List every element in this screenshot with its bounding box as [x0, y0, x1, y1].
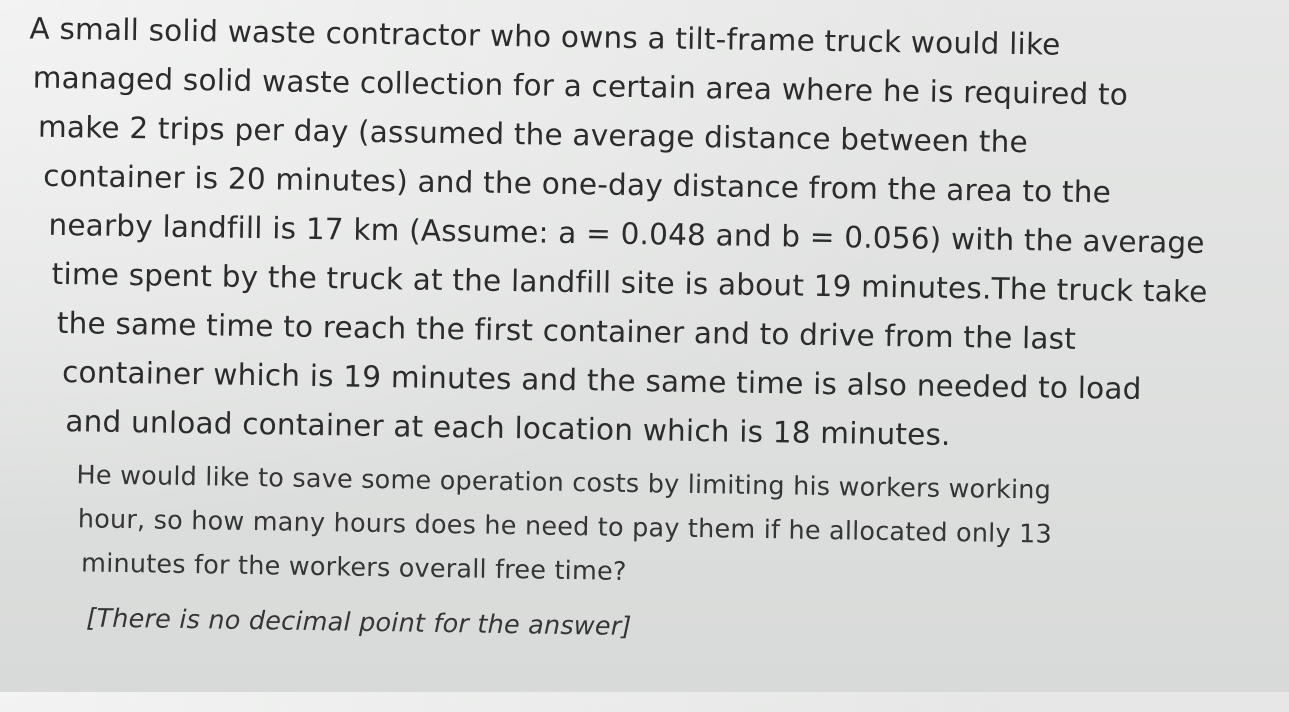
problem-line: time spent by the truck at the landfill site is about 19 minutes.The truck take: [51, 256, 1208, 310]
problem-line: managed solid waste collection for a certain area where he is required to: [32, 60, 1129, 112]
problem-line: A small solid waste contractor who owns a tilt-frame truck would like: [29, 11, 1061, 62]
answer-note-text: [There is no decimal point for the answer]: [86, 603, 632, 642]
problem-line: container is 20 minutes) and the one-day distance from the area to the: [42, 158, 1112, 210]
question-text: [75, 453, 1053, 600]
problem-line: and unload container at each location which is 18 minutes.: [65, 404, 951, 452]
problem-line: make 2 trips per day (assumed the average distance between the: [37, 109, 1029, 160]
problem-statement: [23, 4, 1212, 464]
problem-line: nearby landfill is 17 km (Assume: a = 0.048 and b = 0.056) with the average: [48, 207, 1205, 260]
problem-line: the same time to reach the first container and to drive from the last: [56, 305, 1077, 356]
question-line: He would like to save some operation costs by limiting his workers working: [76, 460, 1052, 506]
answer-note: [86, 596, 632, 649]
question-line: hour, so how many hours does he need to pay them if he allocated only 13: [77, 504, 1053, 550]
question-line: minutes for the workers overall free time?: [80, 548, 627, 587]
problem-line: container which is 19 minutes and the same time is also needed to load: [61, 355, 1142, 406]
